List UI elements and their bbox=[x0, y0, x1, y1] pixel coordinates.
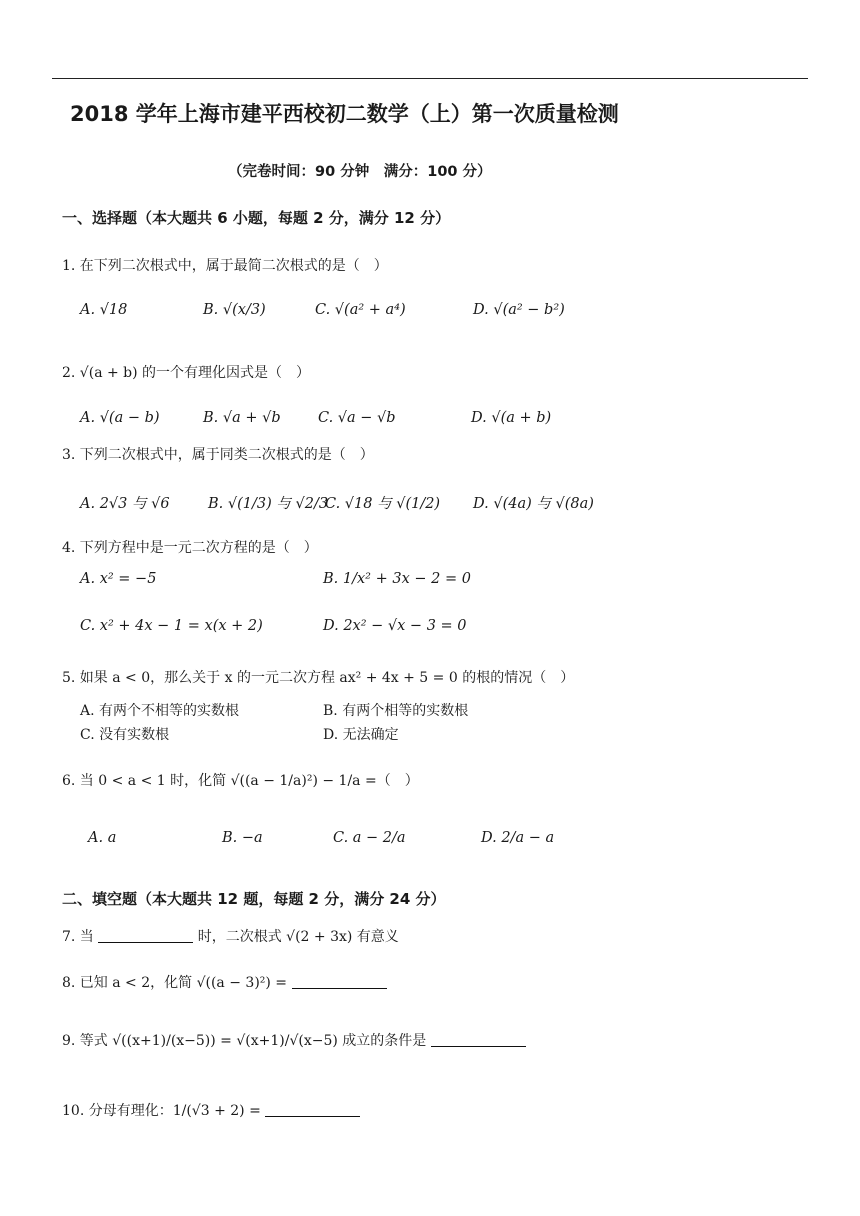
q1-option-b: B. √(x/3) bbox=[203, 302, 266, 318]
question-6: 6. 当 0 < a < 1 时，化简 √((a − 1/a)²) − 1/a =（ ） bbox=[62, 773, 419, 789]
document-subtitle: （完卷时间：90 分钟 满分：100 分） bbox=[228, 164, 492, 180]
q4-option-a: A. x² = −5 bbox=[80, 571, 157, 587]
q1-option-d: D. √(a² − b²) bbox=[473, 302, 565, 318]
q4-option-c: C. x² + 4x − 1 = x(x + 2) bbox=[80, 618, 263, 634]
q3-option-c: C. √18 与 √(1/2) bbox=[325, 496, 441, 512]
q3-option-a: A. 2√3 与 √6 bbox=[80, 496, 170, 512]
question-2: 2. √(a + b) 的一个有理化因式是（ ） bbox=[62, 365, 311, 381]
q6-option-c: C. a − 2/a bbox=[333, 830, 406, 846]
q5-option-a: A. 有两个不相等的实数根 bbox=[80, 703, 240, 719]
q6-option-a: A. a bbox=[88, 830, 117, 846]
q4-option-b: B. 1/x² + 3x − 2 = 0 bbox=[323, 571, 471, 587]
q2-option-d: D. √(a + b) bbox=[471, 410, 552, 426]
question-9 bbox=[62, 1030, 526, 1050]
q7-text-post: 时，二次根式 √(2 + 3x) 有意义 bbox=[197, 929, 399, 945]
question-7 bbox=[62, 926, 399, 946]
question-8 bbox=[62, 972, 387, 992]
q2-option-a: A. √(a − b) bbox=[80, 410, 160, 426]
q2-option-c: C. √a − √b bbox=[318, 410, 396, 426]
q2-option-b: B. √a + √b bbox=[203, 410, 281, 426]
q10-answer-blank[interactable] bbox=[265, 1102, 360, 1117]
question-1: 1. 在下列二次根式中，属于最简二次根式的是（ ） bbox=[62, 258, 388, 274]
q3-option-b: B. √(1/3) 与 √2/3 bbox=[208, 496, 329, 512]
q6-option-d: D. 2/a − a bbox=[481, 830, 555, 846]
q6-option-b: B. −a bbox=[222, 830, 263, 846]
section2-heading: 二、填空题（本大题共 12 题，每题 2 分，满分 24 分） bbox=[62, 890, 446, 908]
q7-answer-blank[interactable] bbox=[98, 928, 193, 943]
q9-answer-blank[interactable] bbox=[431, 1032, 526, 1047]
question-5: 5. 如果 a < 0，那么关于 x 的一元二次方程 ax² + 4x + 5 = 0 的根的情况（ ） bbox=[62, 670, 575, 686]
q5-option-d: D. 无法确定 bbox=[323, 727, 399, 743]
q10-text: 10. 分母有理化：1/(√3 + 2) = bbox=[62, 1103, 261, 1119]
question-4: 4. 下列方程中是一元二次方程的是（ ） bbox=[62, 540, 318, 556]
question-10 bbox=[62, 1100, 360, 1120]
q8-answer-blank[interactable] bbox=[292, 974, 387, 989]
document-title: 2018 学年上海市建平西校初二数学（上）第一次质量检测 bbox=[70, 102, 619, 126]
q8-text: 8. 已知 a < 2，化简 √((a − 3)²) = bbox=[62, 975, 288, 991]
header-rule bbox=[52, 78, 808, 79]
q9-text: 9. 等式 √((x+1)/(x−5)) = √(x+1)/√(x−5) 成立的条件是 bbox=[62, 1033, 427, 1049]
q7-text-pre: 7. 当 bbox=[62, 929, 94, 945]
q5-option-c: C. 没有实数根 bbox=[80, 727, 170, 743]
q1-option-a: A. √18 bbox=[80, 302, 128, 318]
section1-heading: 一、选择题（本大题共 6 小题，每题 2 分，满分 12 分） bbox=[62, 209, 451, 227]
question-3: 3. 下列二次根式中，属于同类二次根式的是（ ） bbox=[62, 447, 374, 463]
q5-option-b: B. 有两个相等的实数根 bbox=[323, 703, 469, 719]
q3-option-d: D. √(4a) 与 √(8a) bbox=[473, 496, 594, 512]
q4-option-d: D. 2x² − √x − 3 = 0 bbox=[323, 618, 467, 634]
q1-option-c: C. √(a² + a⁴) bbox=[315, 302, 406, 318]
